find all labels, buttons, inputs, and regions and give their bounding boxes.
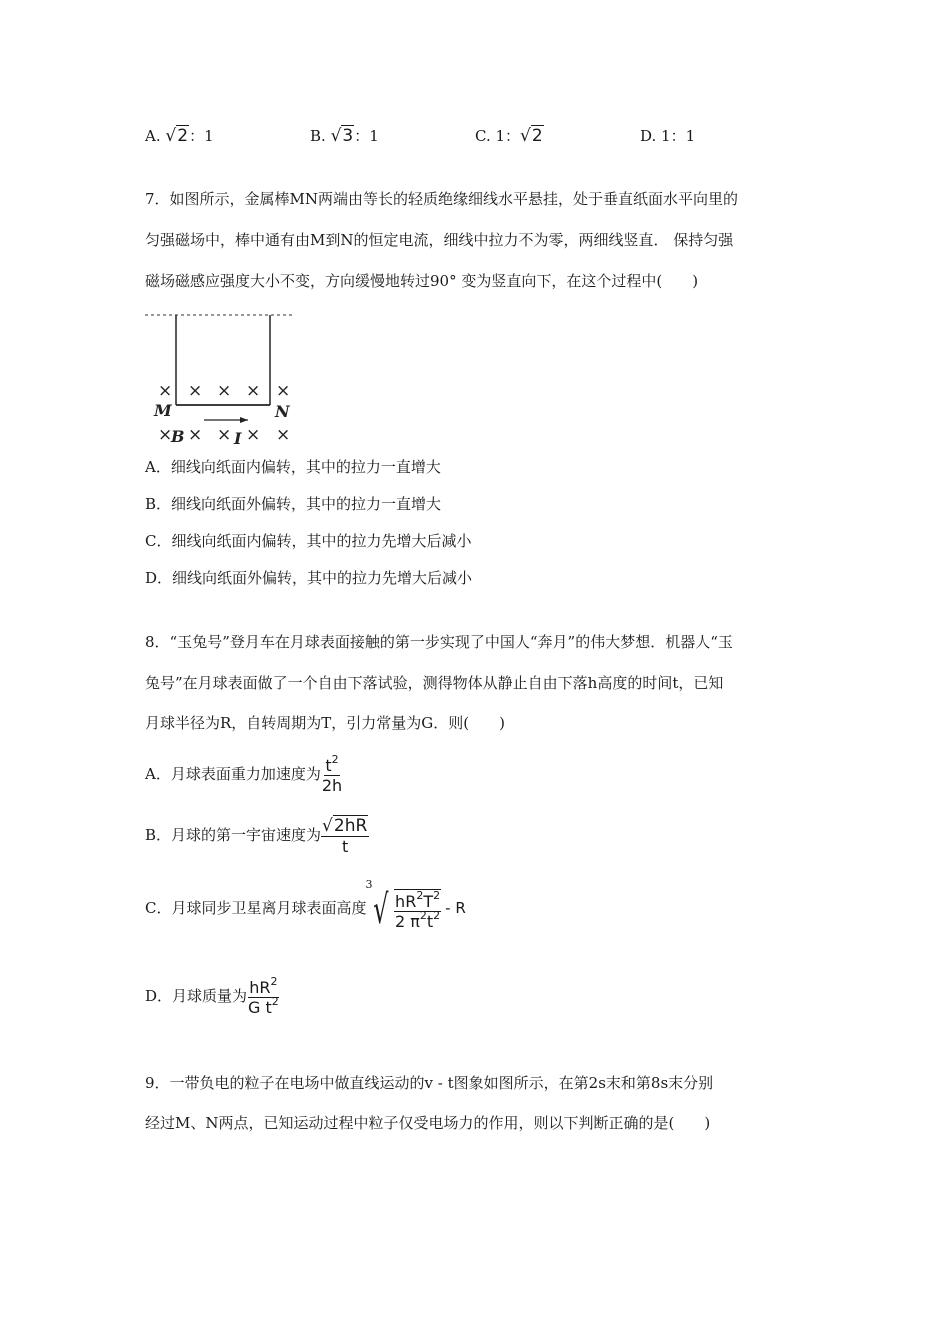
fraction: $\frac{t^2}{2h}$ (321, 752, 343, 795)
label-i: I (234, 429, 242, 448)
fraction: $\frac{√2hR}{t}$ (322, 816, 368, 856)
q7-stem-line1: 7．如图所示，金属棒MN两端由等长的轻质绝缘细线水平悬挂，处于垂直纸面水平向里的 (145, 190, 739, 208)
cube-root: 3 √ $\frac{hR^2T^2}{2 \pi^2t^2}$ (365, 877, 441, 933)
cross-mark: × (217, 425, 232, 445)
q8-option-a: A．月球表面重力加速度为 $\frac{t^2}{2h}$ (145, 752, 343, 795)
q8-option-d: D．月球质量为 $\frac{hR^2}{G t^2}$ (145, 974, 279, 1017)
cross-mark: × (188, 425, 203, 445)
label-n: N (275, 402, 290, 421)
q9-stem-line1: 9．一带负电的粒子在电场中做直线运动的v - t图象如图所示，在第2s末和第8s末分别 (145, 1074, 714, 1092)
q6-option-c: C. 1：√2 (475, 126, 543, 146)
q8-stem-line1: 8．“玉兔号”登月车在月球表面接触的第一步实现了中国人“奔月”的伟大梦想．机器人“玉 (145, 633, 733, 651)
q8-option-b: B．月球的第一宇宙速度为 $\frac{√2hR}{t}$ (145, 816, 368, 856)
q6-option-b: B. √3：1 (310, 126, 379, 146)
cross-mark: × (246, 425, 261, 445)
label-b: B (171, 427, 185, 446)
cross-mark: × (158, 381, 173, 401)
cross-mark: × (158, 425, 173, 445)
q8-stem-line2: 兔号”在月球表面做了一个自由下落试验，测得物体从静止自由下落h高度的时间t，已知 (145, 674, 724, 692)
q7-option-b: B．细线向纸面外偏转，其中的拉力一直增大 (145, 495, 442, 513)
fraction: $\frac{hR^2}{G t^2}$ (248, 974, 279, 1017)
q6-option-a: A. √2：1 (145, 126, 214, 146)
q7-figure (140, 305, 310, 450)
q7-option-d: D．细线向纸面外偏转，其中的拉力先增大后减小 (145, 569, 473, 587)
cross-mark: × (276, 381, 291, 401)
cross-mark: × (246, 381, 261, 401)
q7-stem-line2: 匀强磁场中，棒中通有由M到N的恒定电流，细线中拉力不为零，两细线竖直． 保持匀强 (145, 231, 734, 249)
label-m: M (154, 401, 172, 420)
q7-stem-line3: 磁场磁感应强度大小不变，方向缓慢地转过90° 变为竖直向下，在这个过程中( ) (145, 272, 699, 290)
current-arrowhead (240, 417, 248, 423)
q6-option-d: D. 1：1 (640, 127, 696, 145)
q7-option-c: C．细线向纸面内偏转，其中的拉力先增大后减小 (145, 532, 472, 550)
q9-stem-line2: 经过M、N两点，已知运动过程中粒子仅受电场力的作用，则以下判断正确的是( ) (145, 1114, 711, 1132)
cross-mark: × (276, 425, 291, 445)
q7-option-a: A．细线向纸面内偏转，其中的拉力一直增大 (145, 458, 441, 476)
q8-stem-line3: 月球半径为R，自转周期为T，引力常量为G．则( ) (145, 714, 505, 732)
cross-mark: × (217, 381, 232, 401)
q8-option-c: C．月球同步卫星离月球表面高度 3 √ $\frac{hR^2T^2}{2 \pi^2t^2}$ - R (145, 880, 466, 938)
cross-mark: × (188, 381, 203, 401)
